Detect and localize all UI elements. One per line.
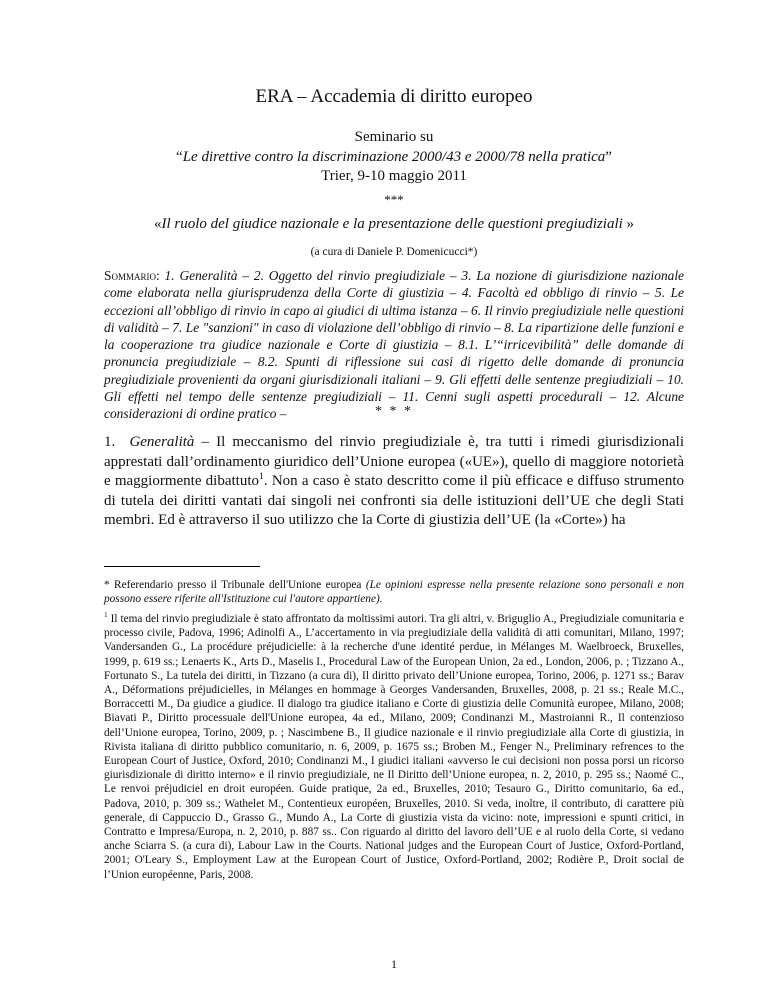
section-separator: * * * <box>375 404 413 419</box>
seminar-block <box>104 128 684 187</box>
summary-paragraph <box>104 267 684 423</box>
section-1-paragraph <box>104 433 684 531</box>
footnote-ref-1[interactable]: 1 <box>259 471 264 483</box>
footnote-star-italic: (Le opinioni espresse nella presente relazione sono personali e non possono essere riferite all'Istituzione cui l'autore appartiene). <box>104 579 684 606</box>
author-line: (a cura di Daniele P. Domenicucci*) <box>310 246 478 258</box>
footnote-rule <box>104 566 260 567</box>
summary-text: 1. Generalità – 2. Oggetto del rinvio pregiudiziale – 3. La nozione di giurisdizione nazionale come elaborata nella giurisprudenza della Corte di giustizia – 4. Facoltà ed obbligo di rinvio – 5. Le eccezioni all’obbligo di rinvio in capo ai giudici di ultima istanza – 6. Il rinvio pregiudiziale nelle questioni di validità – 7. Le "sanzioni" in caso di violazione dell’obbligo di rinvio – 8. La ripartizione delle funzioni e la cooperazione tra giudice nazionale e Corte di giustizia – 8.1. L’“irricevibilità” delle domande di pronuncia pregiudiziale – 8.2. Spunti di riflessione sui casi di rigetto delle domande di pronuncia pregiudiziale provenienti da organi giurisdizionali italiani – 9. Gli effetti delle sentenze pregiudiziali – 10. Gli effetti nel tempo delle sentenze pregiudiziali – 11. Cenni sugli aspetti procedurali – 12. Alcune considerazioni di ordine pratico – <box>104 268 684 422</box>
footnote-1 <box>104 612 684 882</box>
stars-separator: *** <box>384 192 404 207</box>
section-text-b: . Non a caso è stato descritto come il più efficace e diffuso strumento di tutela dei diritti vantati dai singoli nei confronti sia delle istituzioni dell’UE che degli Stati membri. Ed è attraverso il suo utilizzo che la Corte di giustizia dell’UE (la «Corte») ha <box>104 473 684 529</box>
summary-label: Sommario: <box>104 268 160 283</box>
page-number: 1 <box>391 957 397 971</box>
seminar-label: Seminario su <box>354 129 434 145</box>
seminar-title: “Le direttive contro la discriminazione 2000/43 e 2000/78 nella pratica” <box>176 148 612 165</box>
footnote-1-text: Il tema del rinvio pregiudiziale è stato affrontato da moltissimi autori. Tra gli altri, v. Briguglio A., Pregiudiziale comunitaria e processo civile, Padova, 1996; Adinolfi A., L’accertamento in via pregiudiziale della validità di atti comunitari, Milano, 1997; Vandersanden G., La procédure préjudicielle: à la recherche d'une identité perdue, in Mélanges M. Waelbroeck, Bruxelles, 1999, p. 619 ss.; Lenaerts K., Arts D., Maselis I., Procedural Law of the European Union, 2a ed., London, 2006, p. ; Tizzano A., Fortunato S., La tutela dei diritti, in Tizzano (a cura di), Il diritto privato dell’Unione europea, Torino, 2006, p. 1271 ss.; Barav A., Déformations préjudicielles, in Mélanges en hommage à Georges Vandersanden, Bruxelles, 2008, p. 21 ss.; Reale M.C., Borraccetti M., Da giudice a giudice. Il dialogo tra giudice italiano e Corte di giustizia delle Comunità europee, Milano, 2008; Biavati P., Diritto processuale dell'Unione europea, 4a ed., Milano, 2009; Condinanzi M., Mastroianni R., Il contenzioso dell’Unione europea, Torino, 2009, p. ; Nascimbene B., Il giudice nazionale e il rinvio pregiudiziale alla Corte di giustizia, in Rivista italiana di diritto pubblico comunitario, n. 6, 2009, p. 1675 ss.; Broben M., Fenger N., Preliminary refrences to the European Court of Justice, Oxford, 2010; Condinanzi M., I giudici italiani «avverso le cui decisioni non possa porsi un ricorso giurisdizionale di diritto interno» e il rinvio pregiudiziale, ne Il Diritto dell’Unione europea, n. 2, 2010, p. 295 ss.; Naomé C., Le renvoi préjudiciel en droit européen. Guide pratique, 2a ed., Bruxelles, 2010; Tesauro G., Diritto comunitario, 6a ed., Padova, 2010, p. 309 ss.; Wathelet M., Contentieux européen, Bruxelles, 2010. Si veda, inoltre, il contributo, di carattere più generale, di Cappuccio D., Grasso G., Mundo A., La Corte di giustizia vista da vicino: note, impressioni e spunti critici, in Contratto e Impresa/Europa, n. 2, 2010, p. 887 ss.. Con riguardo al diritto del lavoro dell’UE e al ruolo della Corte, si vedano anche Sciarra S. (a cura di), Labour Law in the Courts. National judges and the European Court of Justice, Oxford-Portland, 2001; O'Leary S., Employment Law at the European Court of Justice, Oxford-Portland, 2002; Rodière P., Droit social de l’Union européenne, Paris, 2008. <box>104 613 684 881</box>
place-date: Trier, 9-10 maggio 2011 <box>321 168 467 184</box>
section-number: 1. <box>104 434 116 450</box>
section-heading: Generalità <box>129 434 195 450</box>
paper-title: «Il ruolo del giudice nazionale e la presentazione delle questioni pregiudiziali » <box>153 216 635 232</box>
footnote-star-text: * Referendario presso il Tribunale dell'Unione europea <box>104 579 366 591</box>
footnote-1-number: 1 <box>104 610 108 620</box>
section-text-a: – Il meccanismo del rinvio pregiudiziale è, tra tutti i rimedi giurisdizionali apprestati dall’ordinamento giuridico dell’Unione europea («UE»), quello di maggiore notorietà e maggiormente dibattuto <box>104 434 684 490</box>
organization-heading: ERA – Accademia di diritto europeo <box>255 86 533 107</box>
footnote-star <box>104 578 684 606</box>
